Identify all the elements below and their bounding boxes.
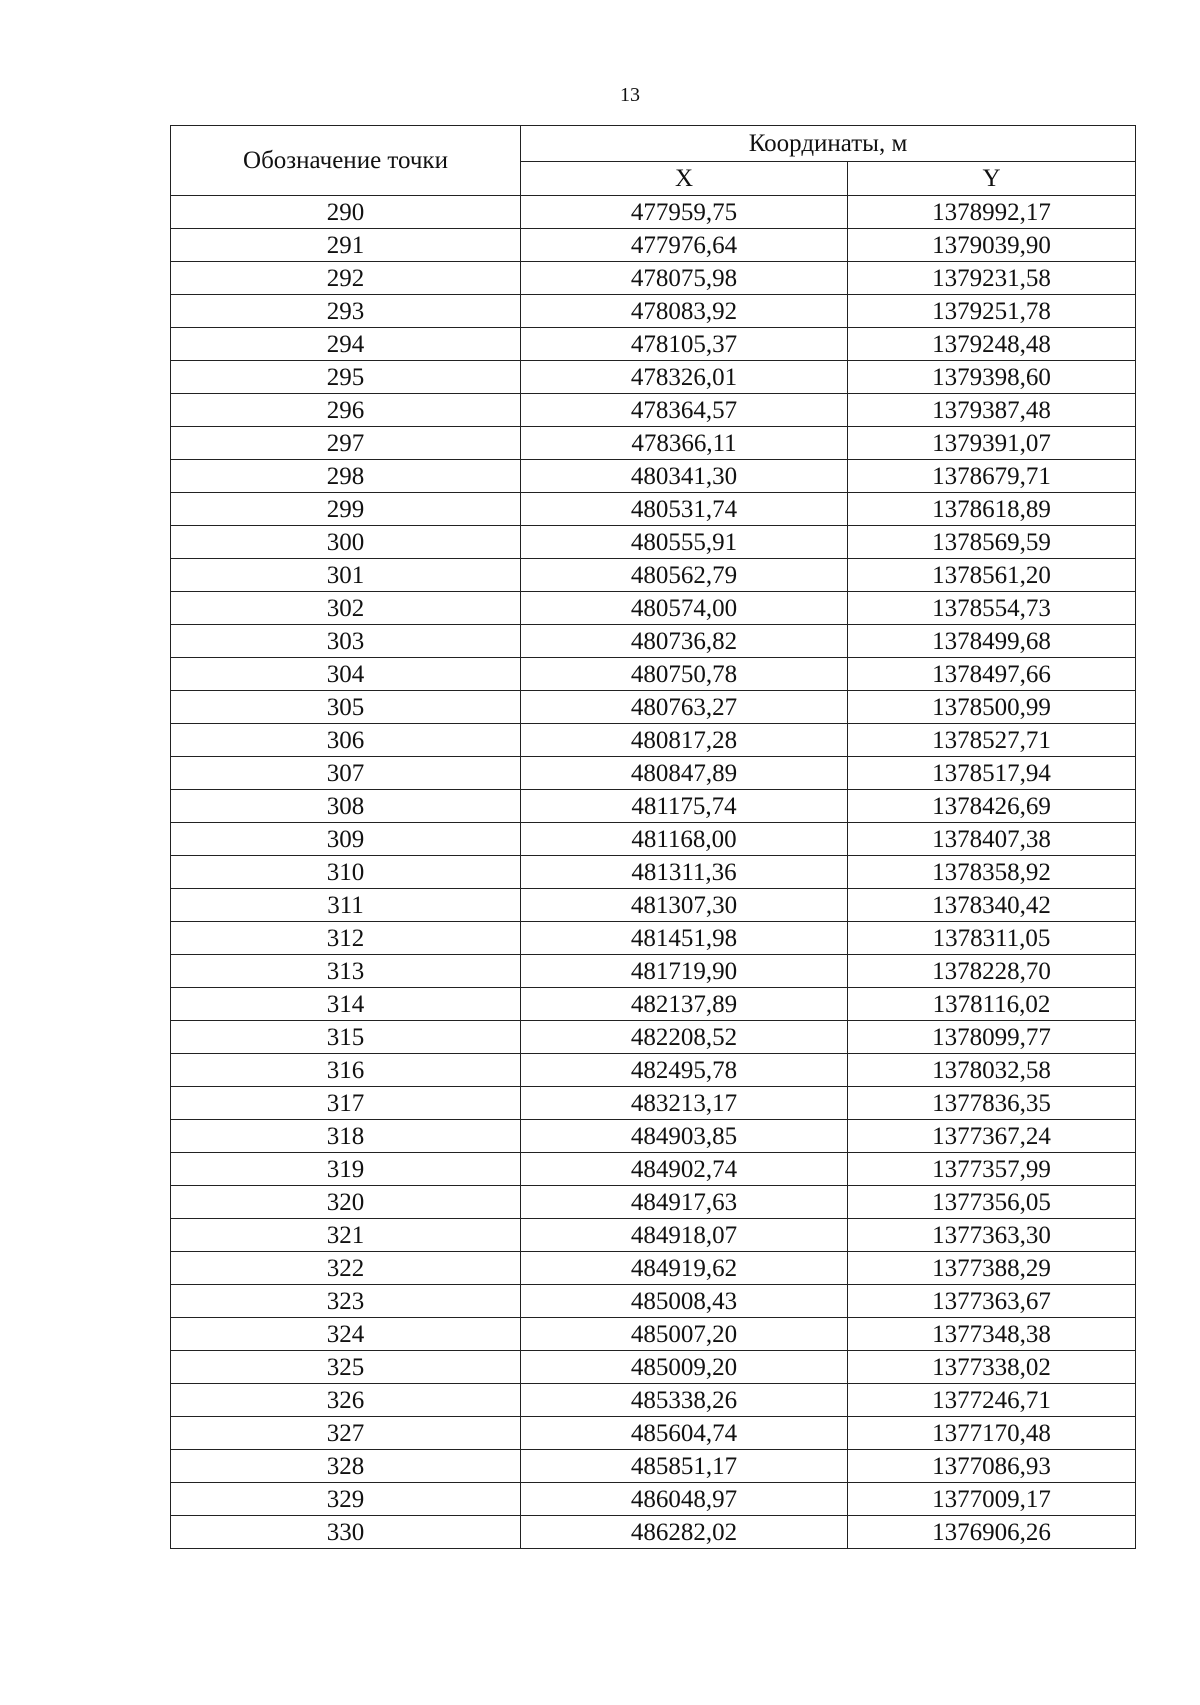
cell-y: 1377246,71 (848, 1384, 1136, 1417)
table-row (171, 328, 1136, 361)
cell-point: 298 (171, 460, 521, 493)
table-header-row (171, 126, 1136, 162)
cell-point: 306 (171, 724, 521, 757)
table-row (171, 262, 1136, 295)
table-body (171, 196, 1136, 1549)
cell-point: 303 (171, 625, 521, 658)
cell-point: 304 (171, 658, 521, 691)
cell-point: 297 (171, 427, 521, 460)
table-row (171, 922, 1136, 955)
table-row (171, 691, 1136, 724)
header-coordinates: Координаты, м (521, 126, 1136, 162)
cell-y: 1377388,29 (848, 1252, 1136, 1285)
cell-point: 330 (171, 1516, 521, 1549)
table-row (171, 493, 1136, 526)
table-row (171, 988, 1136, 1021)
table-row (171, 592, 1136, 625)
cell-x: 480555,91 (521, 526, 848, 559)
cell-point: 316 (171, 1054, 521, 1087)
cell-x: 482208,52 (521, 1021, 848, 1054)
cell-y: 1378499,68 (848, 625, 1136, 658)
cell-y: 1377348,38 (848, 1318, 1136, 1351)
cell-x: 480562,79 (521, 559, 848, 592)
cell-x: 485008,43 (521, 1285, 848, 1318)
cell-y: 1379039,90 (848, 229, 1136, 262)
cell-point: 329 (171, 1483, 521, 1516)
table-row (171, 757, 1136, 790)
cell-x: 480750,78 (521, 658, 848, 691)
table-row (171, 823, 1136, 856)
cell-y: 1378517,94 (848, 757, 1136, 790)
cell-y: 1378340,42 (848, 889, 1136, 922)
cell-y: 1378497,66 (848, 658, 1136, 691)
table-row (171, 955, 1136, 988)
cell-x: 477976,64 (521, 229, 848, 262)
cell-point: 319 (171, 1153, 521, 1186)
table-row (171, 889, 1136, 922)
cell-y: 1377363,30 (848, 1219, 1136, 1252)
table-row (171, 229, 1136, 262)
cell-x: 486282,02 (521, 1516, 848, 1549)
coordinates-table (170, 125, 1136, 1549)
cell-x: 484903,85 (521, 1120, 848, 1153)
cell-x: 478326,01 (521, 361, 848, 394)
cell-y: 1378099,77 (848, 1021, 1136, 1054)
cell-point: 292 (171, 262, 521, 295)
cell-x: 482495,78 (521, 1054, 848, 1087)
cell-y: 1377356,05 (848, 1186, 1136, 1219)
cell-point: 293 (171, 295, 521, 328)
cell-y: 1377338,02 (848, 1351, 1136, 1384)
cell-x: 478105,37 (521, 328, 848, 361)
cell-y: 1379251,78 (848, 295, 1136, 328)
cell-y: 1379391,07 (848, 427, 1136, 460)
table-row (171, 295, 1136, 328)
cell-x: 485007,20 (521, 1318, 848, 1351)
cell-point: 320 (171, 1186, 521, 1219)
table-row (171, 361, 1136, 394)
cell-point: 325 (171, 1351, 521, 1384)
cell-point: 300 (171, 526, 521, 559)
cell-point: 311 (171, 889, 521, 922)
table-row (171, 1054, 1136, 1087)
cell-x: 480341,30 (521, 460, 848, 493)
cell-y: 1378116,02 (848, 988, 1136, 1021)
cell-x: 482137,89 (521, 988, 848, 1021)
cell-x: 485851,17 (521, 1450, 848, 1483)
cell-point: 310 (171, 856, 521, 889)
cell-y: 1379248,48 (848, 328, 1136, 361)
table-row (171, 856, 1136, 889)
cell-x: 481311,36 (521, 856, 848, 889)
cell-x: 480574,00 (521, 592, 848, 625)
cell-x: 484918,07 (521, 1219, 848, 1252)
table-row (171, 427, 1136, 460)
cell-x: 486048,97 (521, 1483, 848, 1516)
cell-point: 313 (171, 955, 521, 988)
table-row (171, 1516, 1136, 1549)
cell-y: 1379398,60 (848, 361, 1136, 394)
table-row (171, 196, 1136, 229)
cell-y: 1378569,59 (848, 526, 1136, 559)
cell-y: 1378358,92 (848, 856, 1136, 889)
table-row (171, 460, 1136, 493)
cell-point: 301 (171, 559, 521, 592)
table-row (171, 1153, 1136, 1186)
cell-x: 484917,63 (521, 1186, 848, 1219)
cell-y: 1378527,71 (848, 724, 1136, 757)
cell-x: 485604,74 (521, 1417, 848, 1450)
cell-point: 307 (171, 757, 521, 790)
cell-y: 1378679,71 (848, 460, 1136, 493)
table-row (171, 1483, 1136, 1516)
cell-y: 1378311,05 (848, 922, 1136, 955)
cell-point: 322 (171, 1252, 521, 1285)
cell-x: 481451,98 (521, 922, 848, 955)
cell-x: 484919,62 (521, 1252, 848, 1285)
table-row (171, 1186, 1136, 1219)
cell-point: 324 (171, 1318, 521, 1351)
table-row (171, 559, 1136, 592)
cell-point: 312 (171, 922, 521, 955)
cell-x: 484902,74 (521, 1153, 848, 1186)
table-row (171, 724, 1136, 757)
cell-point: 299 (171, 493, 521, 526)
cell-y: 1377363,67 (848, 1285, 1136, 1318)
cell-point: 302 (171, 592, 521, 625)
header-y: Y (848, 162, 1136, 196)
table-row (171, 625, 1136, 658)
cell-point: 296 (171, 394, 521, 427)
cell-x: 485009,20 (521, 1351, 848, 1384)
table-row (171, 526, 1136, 559)
cell-y: 1379387,48 (848, 394, 1136, 427)
cell-point: 291 (171, 229, 521, 262)
cell-x: 481307,30 (521, 889, 848, 922)
cell-y: 1379231,58 (848, 262, 1136, 295)
cell-y: 1378992,17 (848, 196, 1136, 229)
cell-y: 1377170,48 (848, 1417, 1136, 1450)
cell-x: 477959,75 (521, 196, 848, 229)
cell-y: 1378561,20 (848, 559, 1136, 592)
table-row (171, 1120, 1136, 1153)
cell-point: 323 (171, 1285, 521, 1318)
page-number: 13 (620, 84, 640, 106)
cell-x: 480847,89 (521, 757, 848, 790)
cell-y: 1377357,99 (848, 1153, 1136, 1186)
cell-x: 483213,17 (521, 1087, 848, 1120)
header-x: X (521, 162, 848, 196)
cell-x: 478075,98 (521, 262, 848, 295)
cell-point: 321 (171, 1219, 521, 1252)
cell-y: 1378618,89 (848, 493, 1136, 526)
cell-x: 480763,27 (521, 691, 848, 724)
cell-x: 478364,57 (521, 394, 848, 427)
cell-x: 481175,74 (521, 790, 848, 823)
cell-x: 478083,92 (521, 295, 848, 328)
cell-point: 315 (171, 1021, 521, 1054)
table-row (171, 1252, 1136, 1285)
table-row (171, 1219, 1136, 1252)
table-row (171, 790, 1136, 823)
cell-y: 1378228,70 (848, 955, 1136, 988)
cell-y: 1377009,17 (848, 1483, 1136, 1516)
cell-point: 308 (171, 790, 521, 823)
cell-point: 295 (171, 361, 521, 394)
cell-point: 309 (171, 823, 521, 856)
cell-y: 1377836,35 (848, 1087, 1136, 1120)
cell-x: 485338,26 (521, 1384, 848, 1417)
table-row (171, 1021, 1136, 1054)
cell-x: 480736,82 (521, 625, 848, 658)
cell-y: 1378426,69 (848, 790, 1136, 823)
cell-point: 314 (171, 988, 521, 1021)
cell-point: 326 (171, 1384, 521, 1417)
cell-point: 317 (171, 1087, 521, 1120)
cell-y: 1378407,38 (848, 823, 1136, 856)
table-row (171, 658, 1136, 691)
table-row (171, 394, 1136, 427)
cell-point: 294 (171, 328, 521, 361)
cell-point: 327 (171, 1417, 521, 1450)
cell-x: 480817,28 (521, 724, 848, 757)
cell-x: 481168,00 (521, 823, 848, 856)
header-point-designation: Обозначение точки (171, 126, 521, 196)
table-row (171, 1384, 1136, 1417)
cell-x: 480531,74 (521, 493, 848, 526)
table-row (171, 1417, 1136, 1450)
table-row (171, 1318, 1136, 1351)
table-row (171, 1351, 1136, 1384)
cell-x: 478366,11 (521, 427, 848, 460)
cell-y: 1378554,73 (848, 592, 1136, 625)
cell-y: 1378500,99 (848, 691, 1136, 724)
table-row (171, 1087, 1136, 1120)
cell-x: 481719,90 (521, 955, 848, 988)
cell-point: 318 (171, 1120, 521, 1153)
cell-point: 305 (171, 691, 521, 724)
table-row (171, 1285, 1136, 1318)
cell-point: 290 (171, 196, 521, 229)
cell-point: 328 (171, 1450, 521, 1483)
table-row (171, 1450, 1136, 1483)
cell-y: 1376906,26 (848, 1516, 1136, 1549)
cell-y: 1377086,93 (848, 1450, 1136, 1483)
cell-y: 1378032,58 (848, 1054, 1136, 1087)
cell-y: 1377367,24 (848, 1120, 1136, 1153)
